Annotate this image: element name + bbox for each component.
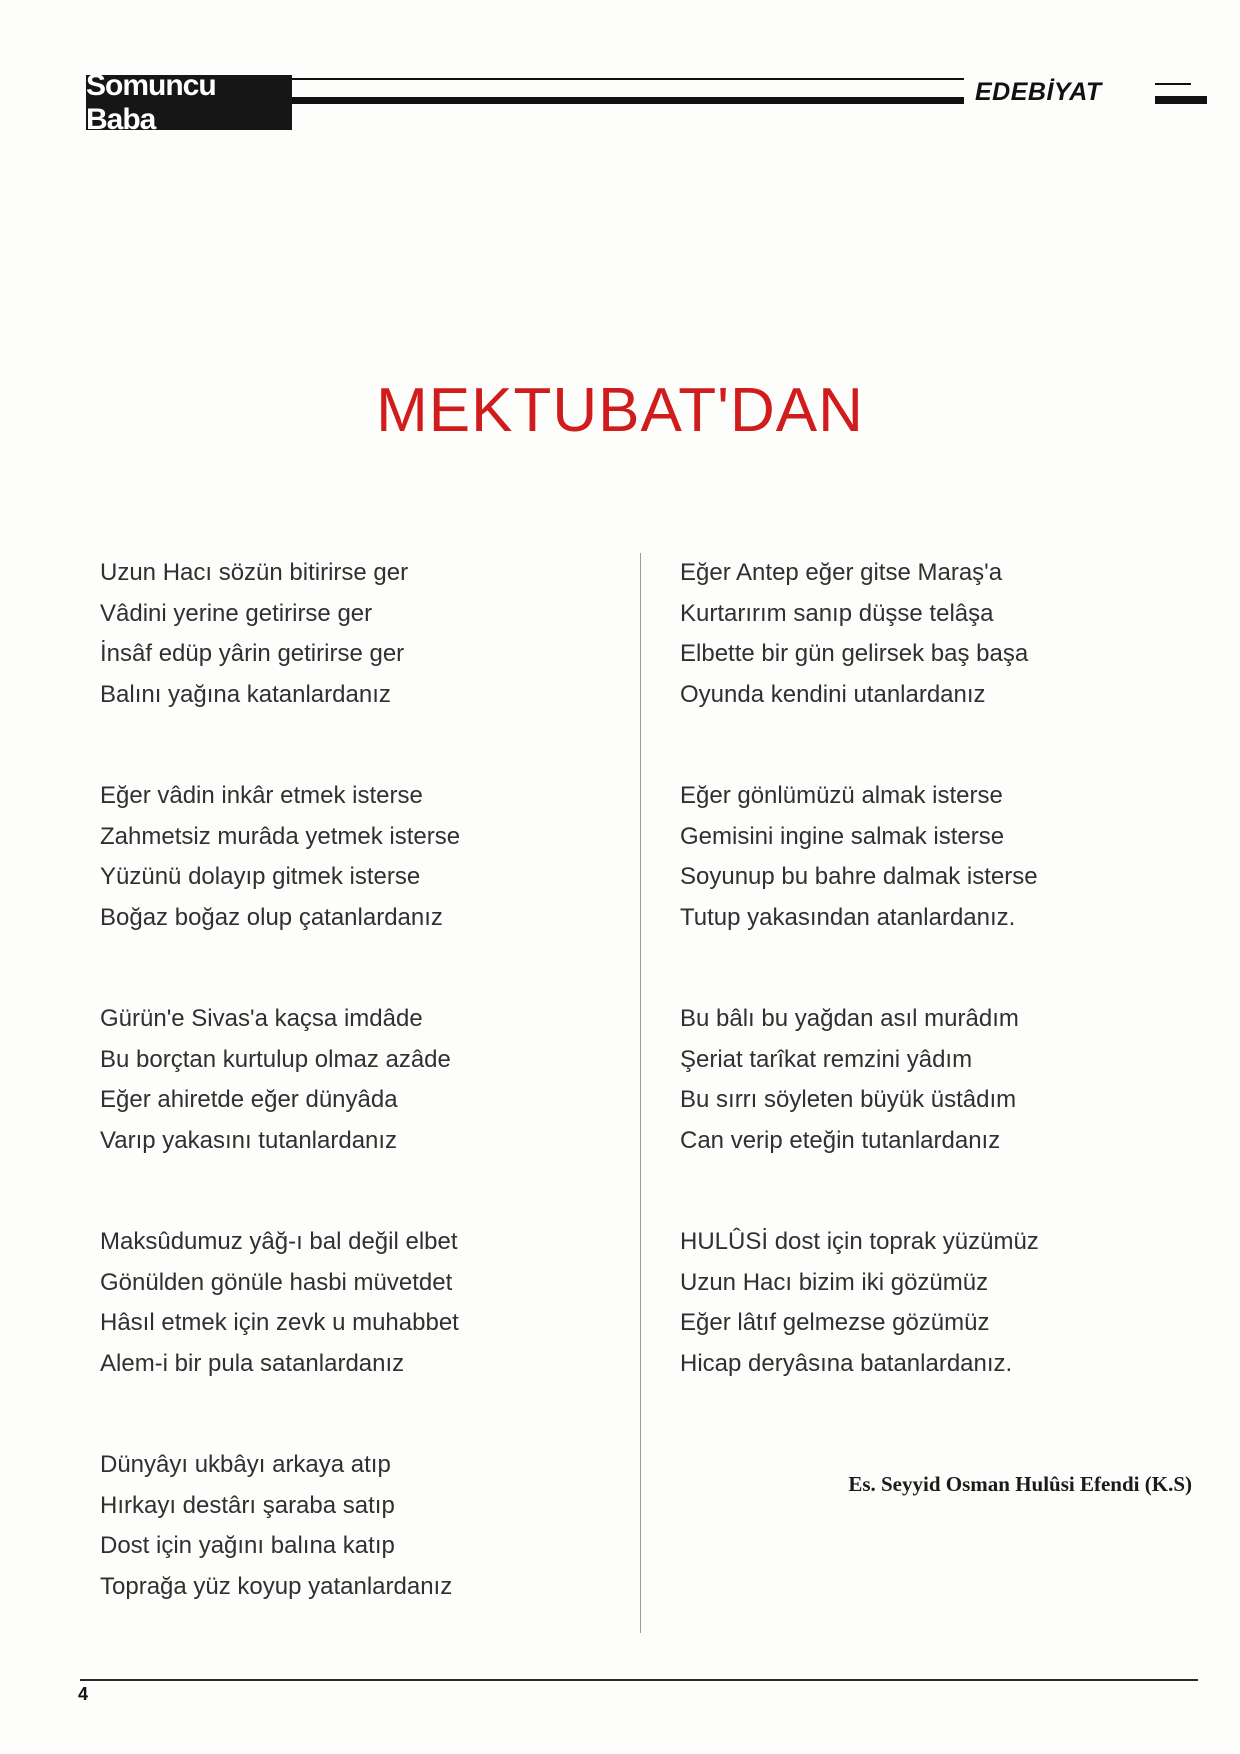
poem-line: Can verip eteğin tutanlardanız bbox=[680, 1126, 1001, 1154]
stanza bbox=[680, 553, 1200, 715]
poem-line: Hâsıl etmek için zevk u muhabbet bbox=[100, 1309, 459, 1336]
header-rule-thin bbox=[292, 78, 964, 80]
poem-line: Soyunup bu bahre dalmak isterse bbox=[680, 863, 1038, 890]
poem-line: Boğaz boğaz olup çatanlardanız bbox=[100, 903, 443, 931]
poem-line: Eğer lâtıf gelmezse gözümüz bbox=[680, 1309, 990, 1336]
stanza bbox=[680, 776, 1200, 938]
stanza bbox=[100, 553, 620, 715]
poem-line: Bu bâlı bu yağdan asıl murâdım bbox=[680, 1005, 1019, 1032]
poem-line: Eğer gönlümüzü almak isterse bbox=[680, 782, 1003, 809]
poem-line: Eğer ahiretde eğer dünyâda bbox=[100, 1086, 398, 1113]
magazine-logo: Somuncu Baba bbox=[86, 75, 292, 130]
footer-rule bbox=[80, 1679, 1198, 1681]
poem-line: Gürün'e Sivas'a kaçsa imdâde bbox=[100, 1005, 423, 1032]
poem-line: Vâdini yerine getirirse ger bbox=[100, 599, 373, 627]
poem-line: Uzun Hacı bizim iki gözümüz bbox=[680, 1268, 989, 1296]
poem-line: Yüzünü dolayıp gitmek isterse bbox=[100, 863, 421, 890]
poem-column-right bbox=[680, 553, 1200, 1445]
stanza bbox=[100, 999, 620, 1161]
poem-line: Elbette bir gün gelirsek baş başa bbox=[680, 640, 1029, 667]
poem-line: Gönülden gönüle hasbi müvetdet bbox=[100, 1268, 453, 1296]
section-label: EDEBİYAT bbox=[975, 78, 1102, 106]
stanza bbox=[100, 776, 620, 938]
stanza bbox=[680, 999, 1200, 1161]
poem-line: Dünyâyı ukbâyı arkaya atıp bbox=[100, 1451, 391, 1478]
poem-line: Balını yağına katanlardanız bbox=[100, 680, 391, 708]
poem-line: Tutup yakasından atanlardanız. bbox=[680, 903, 1016, 931]
author-signature: Es. Seyyid Osman Hulûsi Efendi (K.S) bbox=[848, 1472, 1192, 1496]
column-divider bbox=[640, 553, 641, 1633]
poem-line: Gemisini ingine salmak isterse bbox=[680, 822, 1005, 850]
stanza bbox=[680, 1222, 1200, 1384]
poem-line: Kurtarırım sanıp düşse telâşa bbox=[680, 599, 994, 627]
page-title: MEKTUBAT'DAN bbox=[376, 376, 864, 445]
poem-line: Zahmetsiz murâda yetmek isterse bbox=[100, 822, 461, 850]
poem-line: Bu borçtan kurtulup olmaz azâde bbox=[100, 1045, 451, 1073]
section-rule-thick bbox=[1155, 96, 1207, 104]
stanza bbox=[100, 1445, 620, 1607]
poem-line: Dost için yağını balına katıp bbox=[100, 1532, 395, 1559]
poem-line: Maksûdumuz yâğ-ı bal değil elbet bbox=[100, 1228, 458, 1255]
poem-line: Hırkayı destârı şaraba satıp bbox=[100, 1491, 395, 1519]
section-rule-thin bbox=[1155, 83, 1191, 85]
page-number: 4 bbox=[78, 1684, 89, 1704]
poem-line: Toprağa yüz koyup yatanlardanız bbox=[100, 1572, 453, 1600]
poem-line: İnsâf edüp yârin getirirse ger bbox=[100, 640, 405, 667]
poem-line: Oyunda kendini utanlardanız bbox=[680, 680, 986, 708]
poem-line: Uzun Hacı sözün bitirirse ger bbox=[100, 559, 409, 586]
poem-line: Şeriat tarîkat remzini yâdım bbox=[680, 1045, 973, 1073]
poem-line: Varıp yakasını tutanlardanız bbox=[100, 1126, 398, 1154]
header-rule-thick bbox=[292, 97, 964, 104]
poem-column-left bbox=[100, 553, 620, 1668]
poem-line: Eğer Antep eğer gitse Maraş'a bbox=[680, 559, 1003, 586]
poem-line: Alem-i bir pula satanlardanız bbox=[100, 1349, 405, 1377]
stanza bbox=[100, 1222, 620, 1384]
poem-line: HULÛSİ dost için toprak yüzümüz bbox=[680, 1228, 1039, 1255]
poem-line: Eğer vâdin inkâr etmek isterse bbox=[100, 782, 423, 809]
poem-line: Hicap deryâsına batanlardanız. bbox=[680, 1349, 1013, 1377]
poem-line: Bu sırrı söyleten büyük üstâdım bbox=[680, 1086, 1017, 1113]
